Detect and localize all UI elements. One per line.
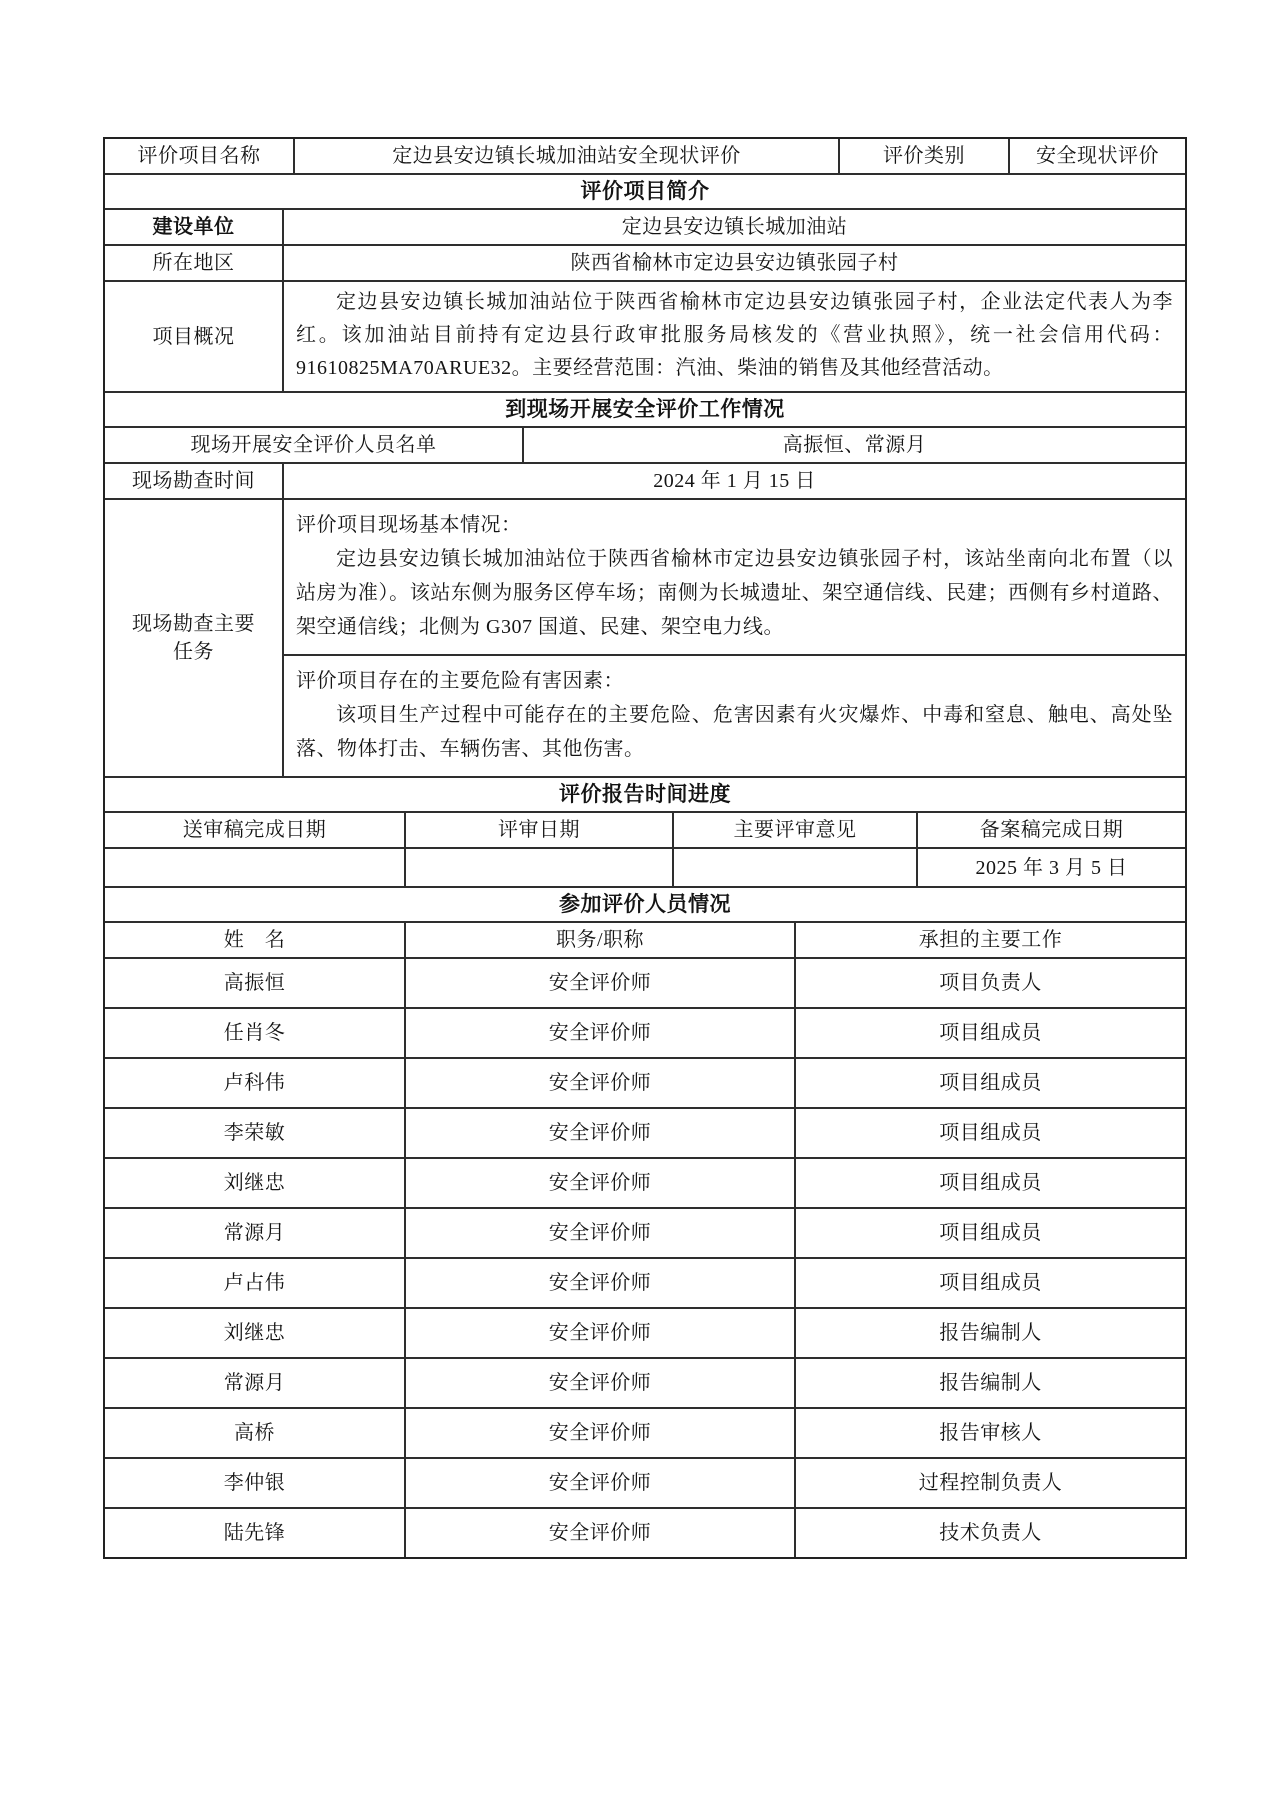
survey-tasks-row [105,498,1185,776]
survey-time-value: 2024 年 1 月 15 日 [282,464,1185,498]
project-name-label: 评价项目名称 [137,145,261,167]
participant-name: 常源月 [223,1372,286,1394]
participant-name: 常源月 [223,1222,286,1244]
schedule-value-review-date [404,849,672,886]
participant-name: 卢科伟 [223,1072,286,1094]
site-staff-label: 现场开展安全评价人员名单 [190,434,437,456]
participant-role: 项目组成员 [794,1209,1185,1257]
site-staff-value: 高振恒、常源月 [522,428,1185,462]
participant-row [105,1307,1185,1357]
survey-tasks-label-text: 现场勘查主要任务 [132,613,255,663]
participant-title: 安全评价师 [404,1309,794,1357]
hazard-factors-title: 评价项目存在的主要危险有害因素： [296,670,624,692]
participant-title: 安全评价师 [404,1209,794,1257]
schedule-header-review-opinion: 主要评审意见 [672,813,916,847]
participant-role: 报告审核人 [794,1409,1185,1457]
schedule-header-review-date: 评审日期 [404,813,672,847]
participant-title: 安全评价师 [404,1459,794,1507]
site-basic-situation-body: 定边县安边镇长城加油站位于陕西省榆林市定边县安边镇张园子村，该站坐南向北布置（以站房为准）。该站东侧为服务区停车场；南侧为长城遗址、架空通信线、民建；西侧有乡村道路、架空通信线；北侧为 G307 国道、民建、架空电力线。 [296,548,1173,638]
participants-header-title: 职务/职称 [404,923,794,957]
participant-name: 李仲银 [223,1472,286,1494]
participant-title: 安全评价师 [404,1059,794,1107]
participant-name: 高振恒 [223,972,286,994]
participant-row [105,1407,1185,1457]
participant-title: 安全评价师 [404,1359,794,1407]
participants-header-name: 姓 名 [223,929,286,951]
participant-role: 报告编制人 [794,1309,1185,1357]
participants-header-row [105,921,1185,957]
evaluation-form-table [103,137,1187,1559]
participant-title: 安全评价师 [404,1009,794,1057]
participant-name: 高桥 [234,1422,275,1444]
site-basic-situation-title: 评价项目现场基本情况： [296,514,522,536]
participant-role: 项目负责人 [794,959,1185,1007]
schedule-value-review-opinion [672,849,916,886]
location-row [105,244,1185,280]
participant-name: 刘继忠 [223,1172,286,1194]
participant-row [105,1257,1185,1307]
survey-tasks-label [105,500,282,776]
participant-name: 刘继忠 [223,1322,286,1344]
participant-role: 项目组成员 [794,1059,1185,1107]
participant-title: 安全评价师 [404,1109,794,1157]
participant-role: 项目组成员 [794,1159,1185,1207]
site-basic-situation-cell [284,500,1185,654]
hazard-factors-body: 该项目生产过程中可能存在的主要危险、危害因素有火灾爆炸、中毒和窒息、触电、高处坠落、物体打击、车辆伤害、其他伤害。 [296,704,1173,760]
project-overview-paragraph: 定边县安边镇长城加油站位于陕西省榆林市定边县安边镇张园子村，企业法定代表人为李红。该加油站目前持有定边县行政审批服务局核发的《营业执照》，统一社会信用代码：91610825MA70ARUE32。主要经营范围：汽油、柴油的销售及其他经营活动。 [296,291,1173,379]
section-band-project-intro: 评价项目简介 [105,173,1185,208]
schedule-value-row [105,847,1185,886]
participant-row [105,1357,1185,1407]
participant-name: 李荣敏 [223,1122,286,1144]
construction-unit-row [105,208,1185,244]
participant-row [105,957,1185,1007]
survey-time-row [105,462,1185,498]
site-staff-row [105,426,1185,462]
location-value: 陕西省榆林市定边县安边镇张园子村 [282,246,1185,280]
survey-time-label: 现场勘查时间 [132,470,255,492]
participant-row [105,1457,1185,1507]
participant-role: 项目组成员 [794,1009,1185,1057]
participant-row [105,1107,1185,1157]
schedule-header-draft-date: 送审稿完成日期 [182,819,327,841]
hazard-factors-cell [284,654,1185,776]
participant-role: 报告编制人 [794,1359,1185,1407]
participant-row [105,1157,1185,1207]
project-overview-label: 项目概况 [152,325,235,348]
section-band-participants: 参加评价人员情况 [105,886,1185,921]
participant-role: 过程控制负责人 [794,1459,1185,1507]
project-name-value: 定边县安边镇长城加油站安全现状评价 [293,139,838,173]
construction-unit-value: 定边县安边镇长城加油站 [282,210,1185,244]
project-overview-row [105,280,1185,391]
construction-unit-label: 建设单位 [152,216,235,238]
participant-name: 卢占伟 [223,1272,286,1294]
schedule-value-draft-date [105,849,404,886]
participant-row [105,1507,1185,1557]
section-band-report-schedule: 评价报告时间进度 [105,776,1185,811]
schedule-value-filing-date: 2025 年 3 月 5 日 [916,849,1185,886]
schedule-header-row [105,811,1185,847]
category-label: 评价类别 [838,139,1008,173]
participants-header-role: 承担的主要工作 [794,923,1185,957]
survey-tasks-content [282,500,1185,776]
location-label: 所在地区 [152,252,235,274]
participant-row [105,1057,1185,1107]
schedule-header-filing-date: 备案稿完成日期 [916,813,1185,847]
participant-title: 安全评价师 [404,1259,794,1307]
participant-role: 项目组成员 [794,1259,1185,1307]
participant-title: 安全评价师 [404,959,794,1007]
project-overview-text [282,282,1185,391]
participant-title: 安全评价师 [404,1509,794,1557]
participant-role: 项目组成员 [794,1109,1185,1157]
project-header-row [105,139,1185,173]
participant-role: 技术负责人 [794,1509,1185,1557]
category-value: 安全现状评价 [1008,139,1185,173]
participant-name: 任肖冬 [223,1022,286,1044]
section-band-site-work: 到现场开展安全评价工作情况 [105,391,1185,426]
participant-title: 安全评价师 [404,1409,794,1457]
participant-name: 陆先锋 [223,1522,286,1544]
participant-row [105,1007,1185,1057]
participant-row [105,1207,1185,1257]
participant-title: 安全评价师 [404,1159,794,1207]
